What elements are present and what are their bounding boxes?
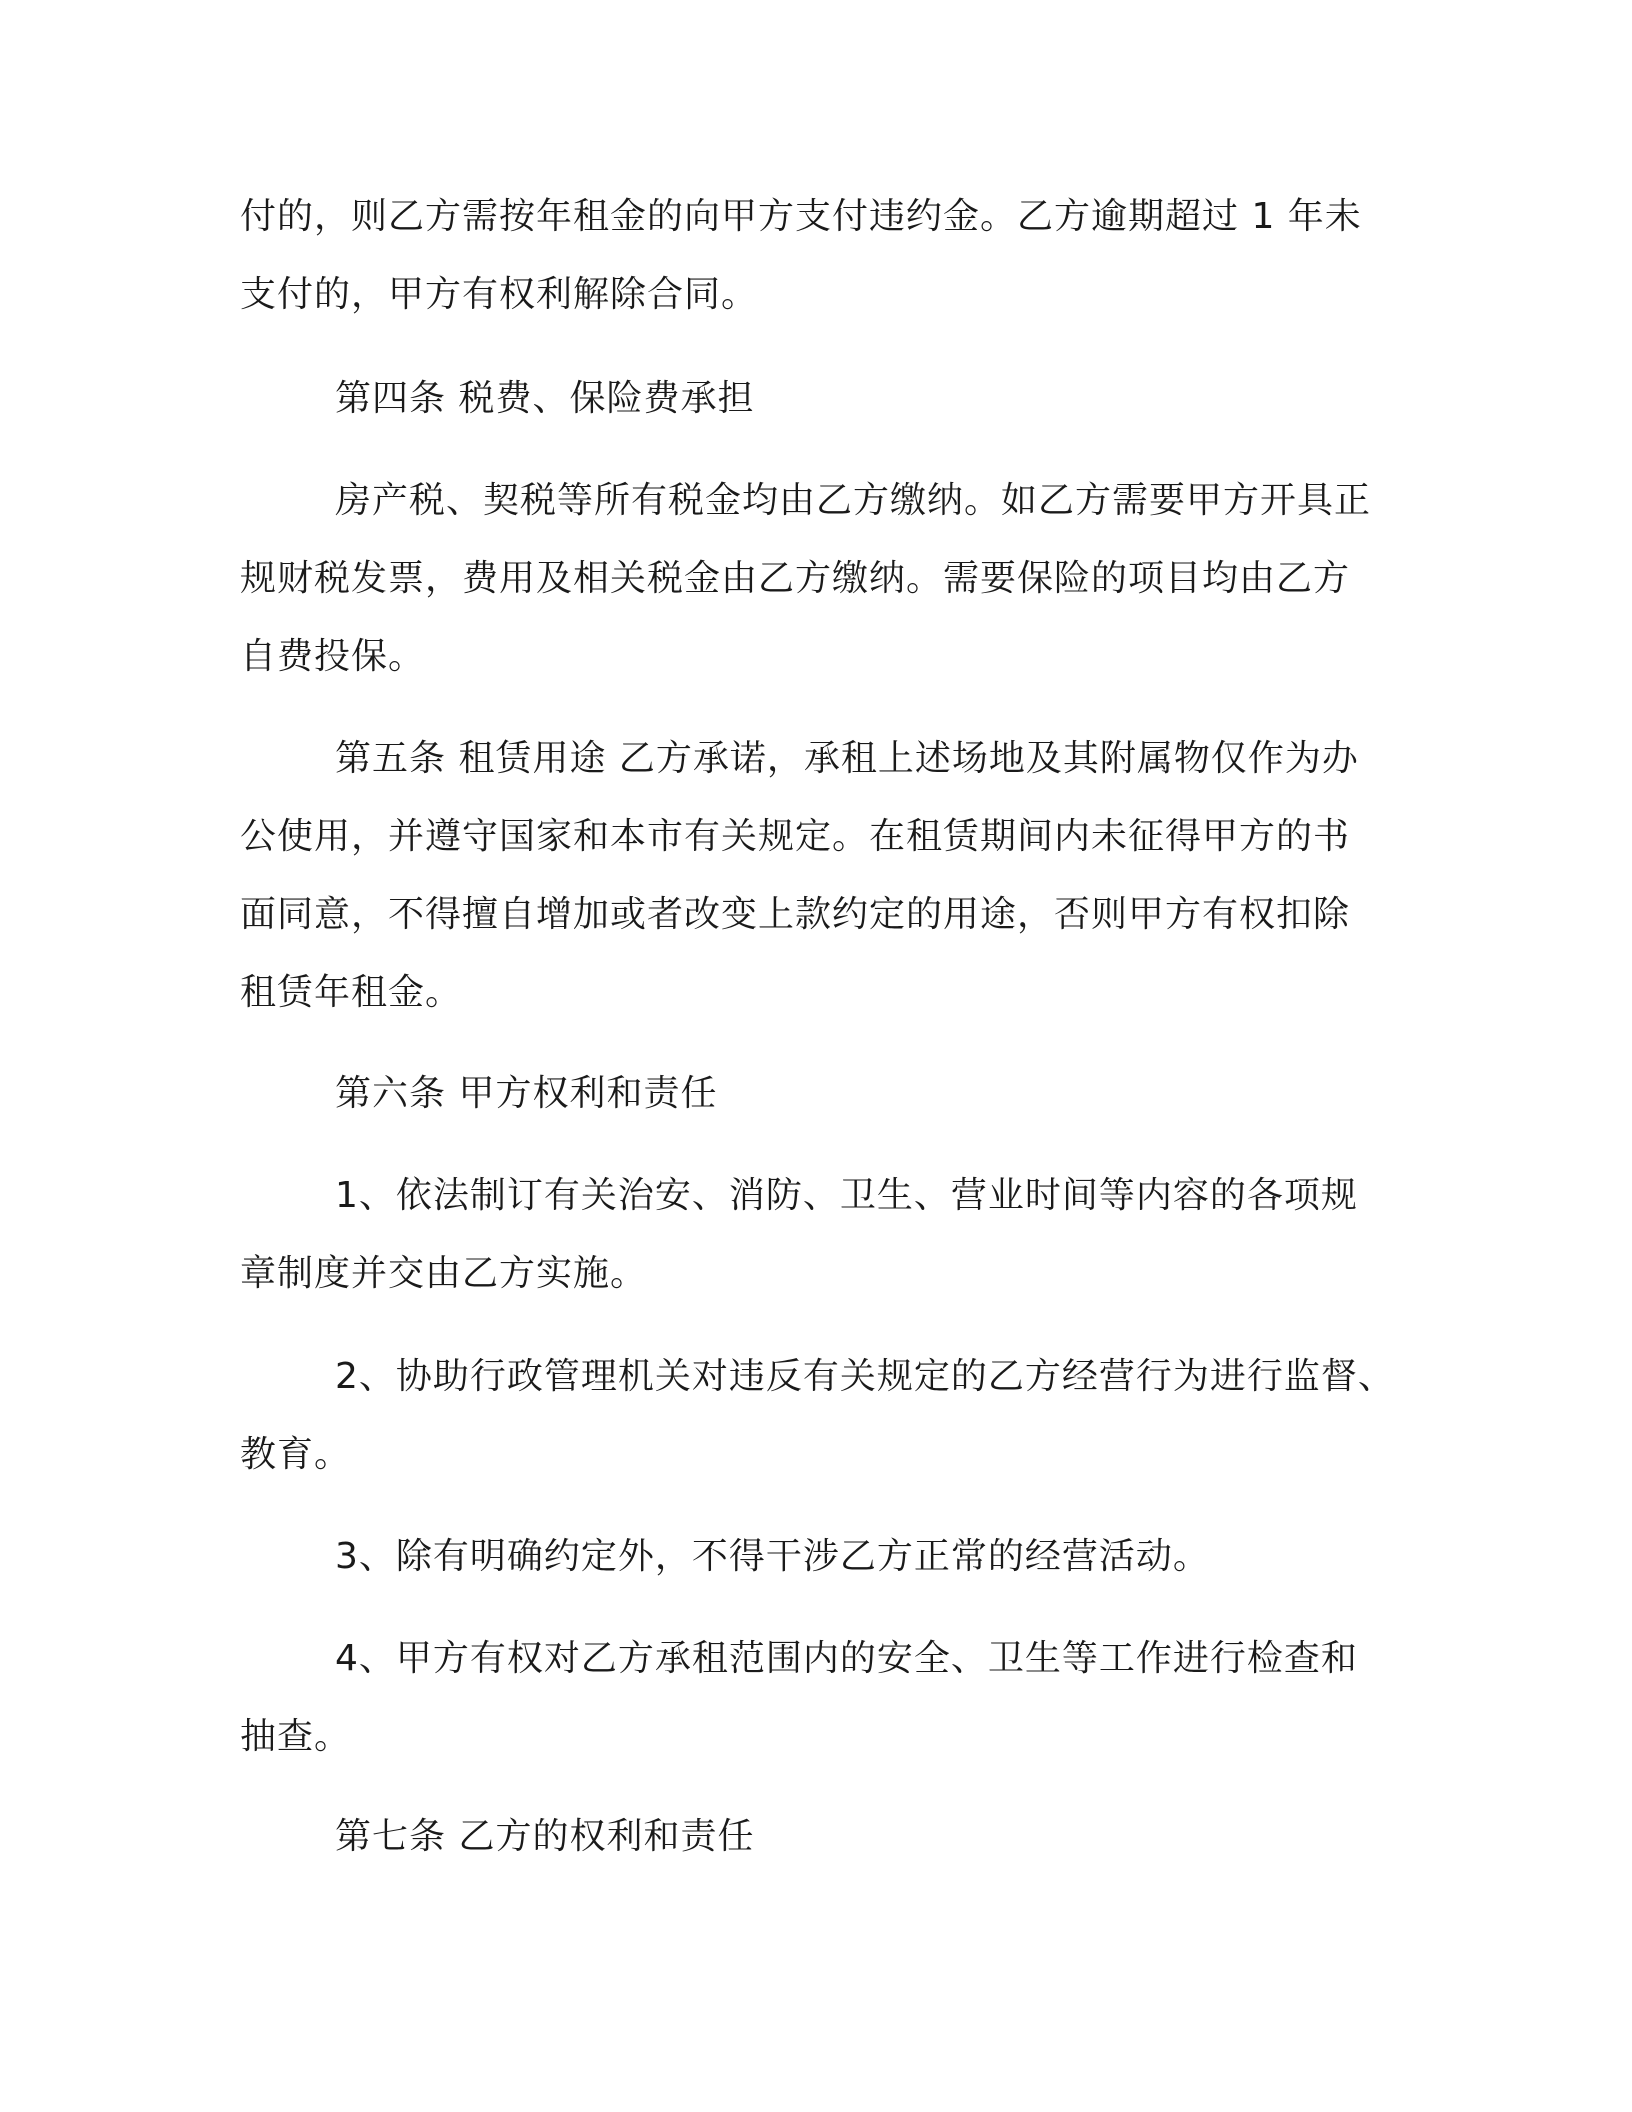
heading-line: 第六条 甲方权利和责任 [335, 1073, 718, 1114]
article-6-item-1 [240, 1157, 1390, 1313]
article-7-heading [240, 1798, 1390, 1876]
text-line: 租赁年租金。 [240, 972, 463, 1013]
text-line: 支付的，甲方有权利解除合同。 [240, 274, 759, 315]
text-line: 2、协助行政管理机关对违反有关规定的乙方经营行为进行监督、 [335, 1356, 1395, 1397]
text-line: 房产税、契税等所有税金均由乙方缴纳。如乙方需要甲方开具正 [335, 480, 1372, 521]
text-line: 自费投保。 [240, 636, 426, 677]
text-line: 第五条 租赁用途 乙方承诺，承租上述场地及其附属物仅作为办 [335, 738, 1359, 779]
text-line: 规财税发票，费用及相关税金由乙方缴纳。需要保险的项目均由乙方 [240, 558, 1351, 599]
text-line: 3、除有明确约定外，不得干涉乙方正常的经营活动。 [335, 1536, 1210, 1577]
article-6-item-3 [240, 1518, 1390, 1596]
text-line: 4、甲方有权对乙方承租范围内的安全、卫生等工作进行检查和 [335, 1638, 1358, 1679]
text-line: 付的，则乙方需按年租金的向甲方支付违约金。乙方逾期超过 1 年未 [240, 196, 1362, 237]
heading-line: 第四条 税费、保险费承担 [335, 378, 755, 419]
paragraph-penalty-continuation [240, 178, 1390, 334]
article-4-heading [240, 360, 1390, 438]
heading-line: 第七条 乙方的权利和责任 [335, 1816, 755, 1857]
text-line: 章制度并交由乙方实施。 [240, 1253, 648, 1294]
text-line: 1、依法制订有关治安、消防、卫生、营业时间等内容的各项规 [335, 1175, 1358, 1216]
article-4-body [240, 462, 1390, 696]
text-line: 公使用，并遵守国家和本市有关规定。在租赁期间内未征得甲方的书 [240, 816, 1351, 857]
article-5-paragraph [240, 720, 1390, 1032]
article-6-item-2 [240, 1338, 1395, 1494]
text-line: 抽查。 [240, 1716, 352, 1757]
article-6-item-4 [240, 1620, 1390, 1776]
text-line: 面同意，不得擅自增加或者改变上款约定的用途，否则甲方有权扣除 [240, 894, 1351, 935]
text-line: 教育。 [240, 1434, 352, 1475]
article-6-heading [240, 1055, 1390, 1133]
